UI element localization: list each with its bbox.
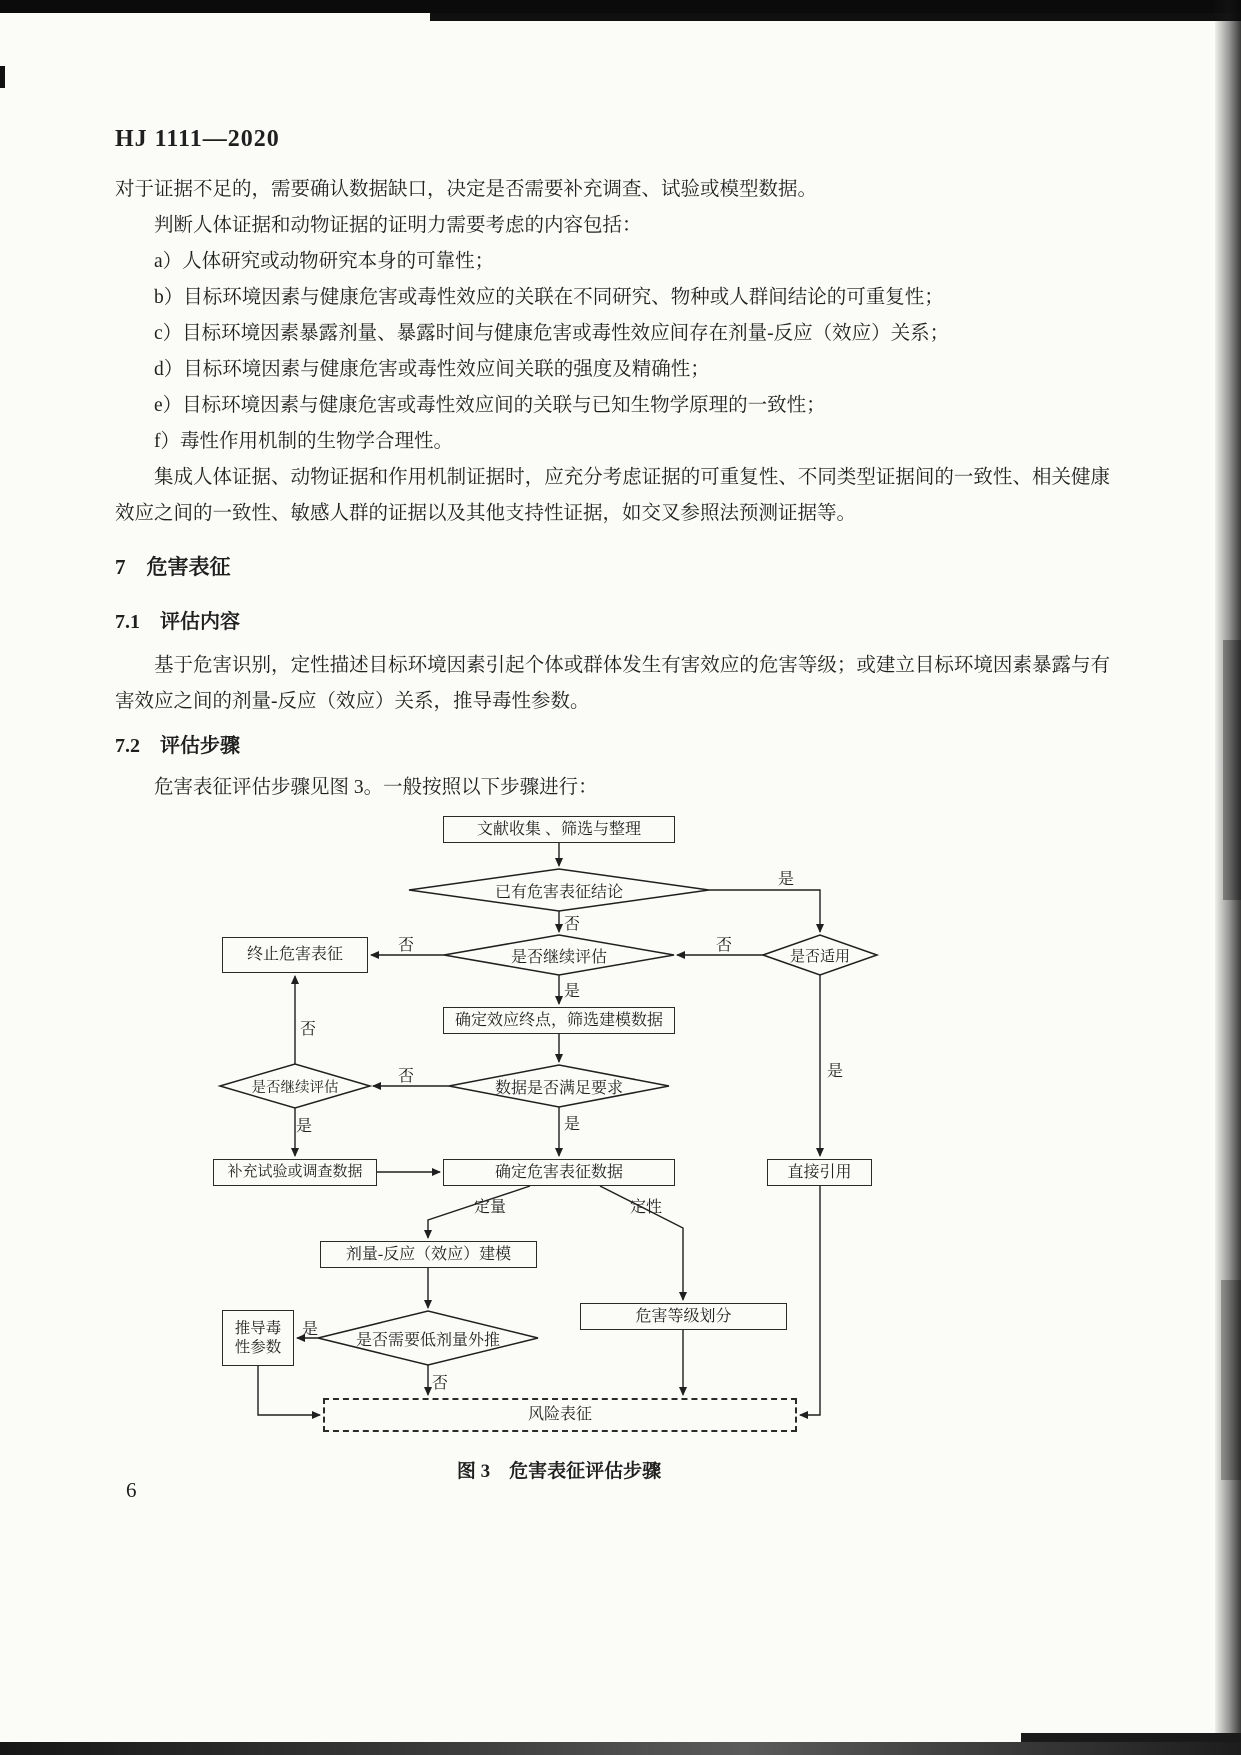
flow-node-data-satisfy: 数据是否满足要求 <box>494 1079 623 1097</box>
paragraph: 集成人体证据、动物证据和作用机制证据时，应充分考虑证据的可重复性、不同类型证据间的一致性、相关健康效应之间的一致性、敏感人群的证据以及其他支持性证据，如交叉参照法预测证据等。 <box>115 467 1110 524</box>
flow-node-endpoint: 确定效应终点，筛选建模数据 <box>443 1007 675 1034</box>
flow-node-derive-params: 推导毒性参数 <box>222 1310 294 1366</box>
paragraph: 判断人体证据和动物证据的证明力需要考虑的内容包括： <box>154 215 642 236</box>
flow-node-dose-response: 剂量-反应（效应）建模 <box>320 1241 537 1268</box>
section-heading-7: 7 危害表征 <box>115 555 231 579</box>
edge-label-no: 否 <box>300 1021 317 1038</box>
edge-label-no: 否 <box>564 916 581 933</box>
edge-label-no: 否 <box>432 1375 449 1392</box>
edge-label-qualitative: 定性 <box>630 1199 663 1216</box>
edge-label-yes: 是 <box>564 1116 581 1133</box>
list-item-f: f）毒性作用机制的生物学合理性。 <box>154 431 453 452</box>
flow-node-literature: 文献收集 、筛选与整理 <box>443 816 675 843</box>
edge-label-yes: 是 <box>302 1321 319 1338</box>
edge-label-yes: 是 <box>827 1063 844 1080</box>
edge-label-no: 否 <box>398 937 415 954</box>
edge-label-quantitative: 定量 <box>474 1199 507 1216</box>
flow-node-terminate: 终止危害表征 <box>222 937 368 973</box>
figure-caption: 图 3 危害表征评估步骤 <box>456 1461 662 1482</box>
flow-node-supplement: 补充试验或调查数据 <box>213 1159 377 1186</box>
section-body-7-1: 基于危害识别，定性描述目标环境因素引起个体或群体发生有害效应的危害等级；或建立目标环境因素暴露与有害效应之间的剂量-反应（效应）关系，推导毒性参数。 <box>115 655 1110 712</box>
flow-node-direct-cite: 直接引用 <box>767 1159 872 1186</box>
flow-node-applicable: 是否适用 <box>789 948 850 965</box>
page-content <box>115 126 1110 1498</box>
flow-node-characterization-data: 确定危害表征数据 <box>443 1159 675 1186</box>
section-heading-7-2: 7.2 评估步骤 <box>115 735 240 757</box>
scan-mark-left <box>0 66 5 88</box>
doc-number: HJ 1111—2020 <box>115 126 280 152</box>
page-number: 6 <box>126 1478 137 1502</box>
scan-edge-bottom <box>0 1742 1241 1755</box>
edge-label-yes: 是 <box>296 1118 313 1135</box>
flow-node-risk-characterization: 风险表征 <box>323 1398 797 1432</box>
list-item-c: c）目标环境因素暴露剂量、暴露时间与健康危害或毒性效应间存在剂量-反应（效应）关系； <box>154 323 950 344</box>
list-item-b: b）目标环境因素与健康危害或毒性效应的关联在不同研究、物种或人群间结论的可重复性； <box>154 287 944 308</box>
edge-label-no: 否 <box>398 1068 415 1085</box>
flow-node-continue-eval2: 是否继续评估 <box>251 1079 339 1096</box>
scan-edge-bottom-thick <box>1021 1733 1241 1742</box>
section-body-7-2: 危害表征评估步骤见图 3。一般按照以下步骤进行： <box>154 777 598 798</box>
list-item-a: a）人体研究或动物研究本身的可靠性； <box>154 251 495 272</box>
flow-node-existing-conclusion: 已有危害表征结论 <box>494 883 623 901</box>
flow-node-hazard-grade: 危害等级划分 <box>580 1303 787 1330</box>
list-item-e: e）目标环境因素与健康危害或毒性效应间的关联与已知生物学原理的一致性； <box>154 395 826 416</box>
edge-label-yes: 是 <box>564 983 581 1000</box>
flow-node-low-dose: 是否需要低剂量外推 <box>355 1331 500 1349</box>
paragraph: 对于证据不足的，需要确认数据缺口，决定是否需要补充调查、试验或模型数据。 <box>115 179 818 200</box>
flowchart-figure3 <box>0 808 1241 1498</box>
edge-label-yes: 是 <box>778 871 795 888</box>
section-heading-7-1: 7.1 评估内容 <box>115 611 240 633</box>
flowchart-connectors <box>0 808 1241 1498</box>
flow-node-continue-eval: 是否继续评估 <box>510 948 607 966</box>
list-item-d: d）目标环境因素与健康危害或毒性效应间关联的强度及精确性； <box>154 359 710 380</box>
scan-edge-top <box>0 0 1241 13</box>
scan-edge-top-thick <box>430 13 1241 21</box>
edge-label-no: 否 <box>716 937 733 954</box>
